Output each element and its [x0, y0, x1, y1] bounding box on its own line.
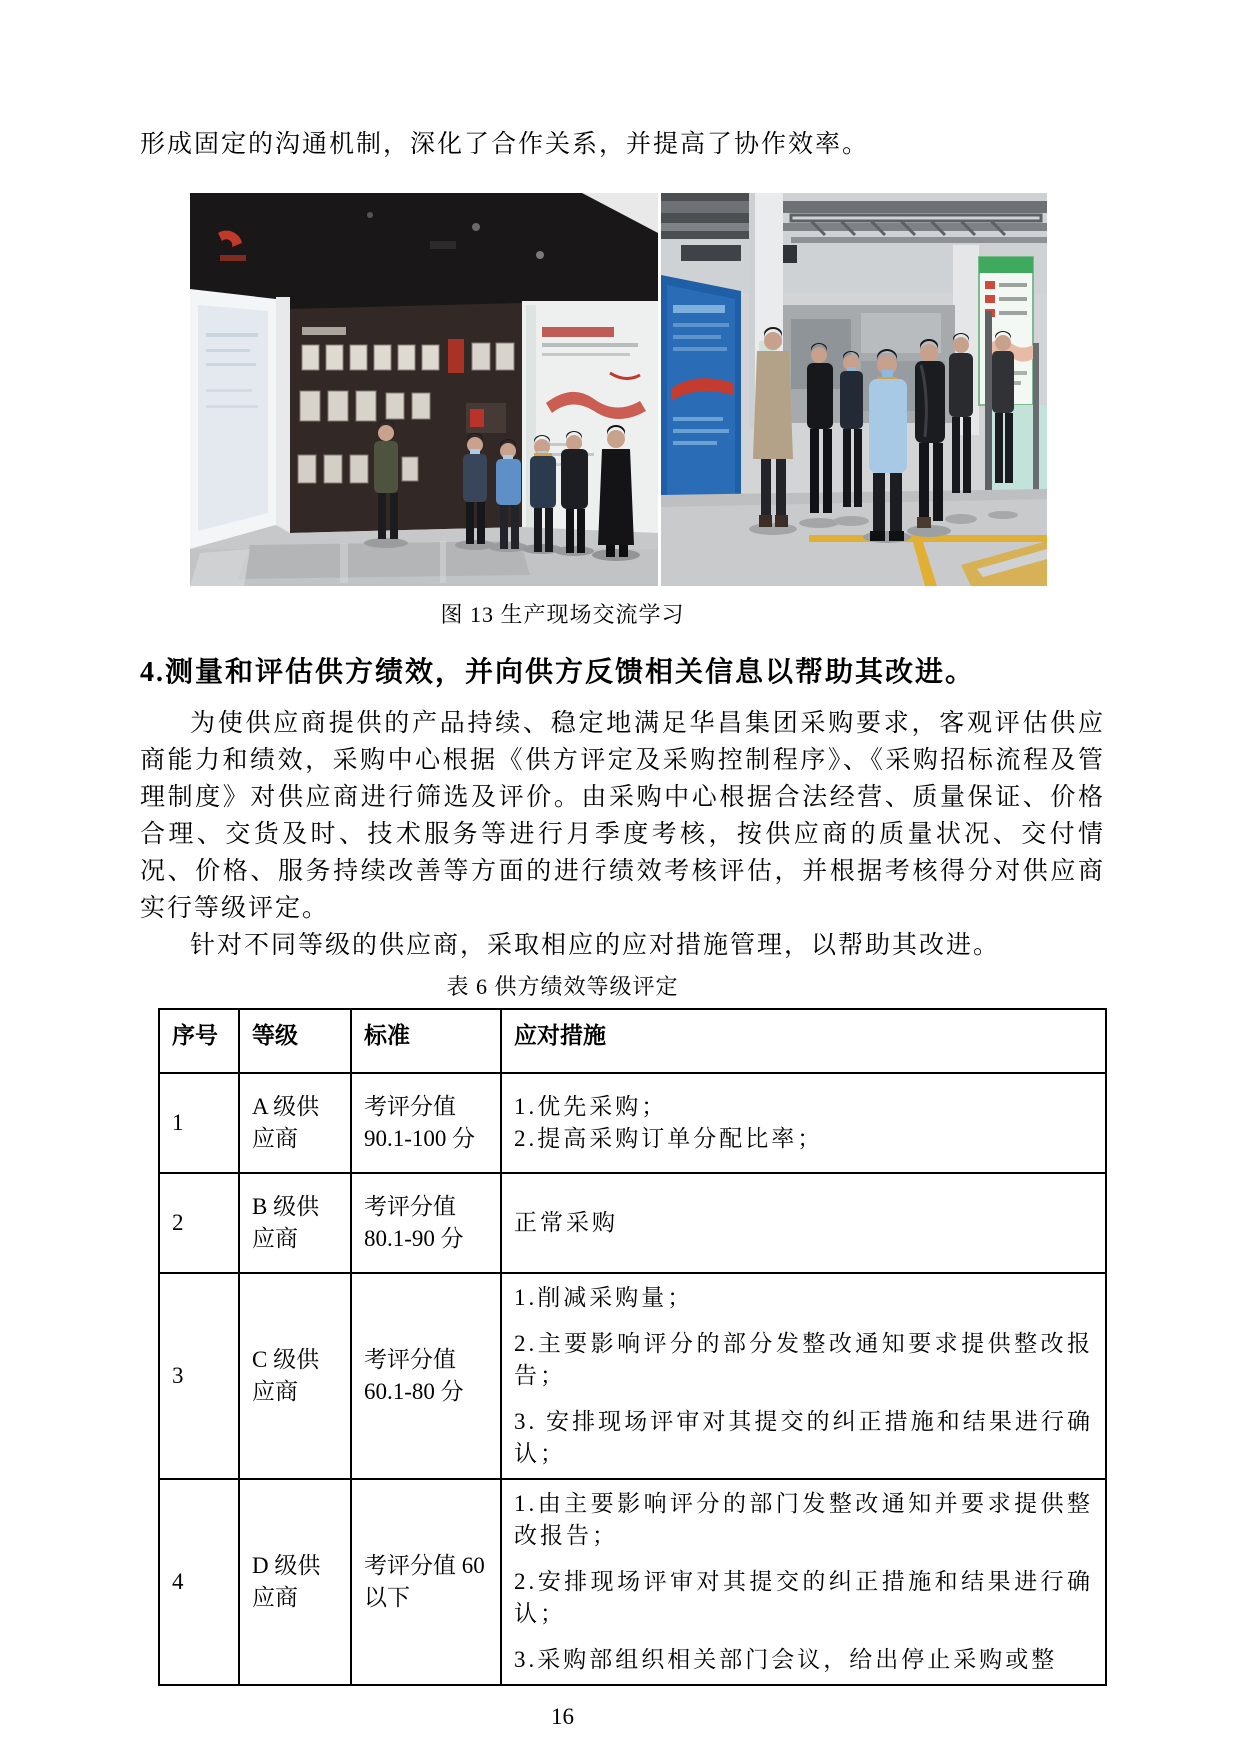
- section-heading: 4.测量和评估供方绩效，并向供方反馈相关信息以帮助其改进。: [140, 657, 976, 688]
- cell-no: 3: [159, 1273, 239, 1479]
- header-no: 序号: [159, 1009, 239, 1073]
- paragraph-1: 为使供应商提供的产品持续、稳定地满足华昌集团采购要求，客观评估供应商能力和绩效，采购中心根据《供方评定及采购控制程序》、《采购招标流程及管理制度》对供应商进行筛选及评价。由采购中心根据合法经营、质量保证、价格合理、交货及时、技术服务等进行月季度考核，按供应商的质量状况、交付情况、价格、服务持续改善等方面的进行绩效考核评估，并根据考核得分对供应商实行等级评定。: [140, 710, 1105, 922]
- cell-measures: 1.由主要影响评分的部门发整改通知并要求提供整改报告； 2.安排现场评审对其提交的纠正措施和结果进行确认； 3.采购部组织相关部门会议，给出停止采购或整: [501, 1479, 1106, 1685]
- photo-exhibition-hall: [190, 193, 658, 586]
- cell-measures: 1.削减采购量； 2.主要影响评分的部分发整改通知要求提供整改报告； 3. 安排现场评审对其提交的纠正措施和结果进行确认；: [501, 1273, 1106, 1479]
- figure-13: [190, 193, 1105, 586]
- cell-grade: B 级供应商: [239, 1173, 351, 1273]
- page-number: 16: [551, 1704, 574, 1729]
- table-row: [159, 1479, 1106, 1685]
- figure-caption: 图 13 生产现场交流学习: [440, 602, 685, 627]
- table-header-row: [159, 1009, 1106, 1073]
- cell-standard: 考评分值 80.1-90 分: [351, 1173, 501, 1273]
- cell-grade: C 级供应商: [239, 1273, 351, 1479]
- cell-standard: 考评分值 90.1-100 分: [351, 1073, 501, 1173]
- table-row: [159, 1273, 1106, 1479]
- header-grade: 等级: [239, 1009, 351, 1073]
- cell-measures: 1.优先采购； 2.提高采购订单分配比率；: [501, 1073, 1106, 1173]
- header-standard: 标准: [351, 1009, 501, 1073]
- cell-no: 4: [159, 1479, 239, 1685]
- cell-measures: 正常采购: [501, 1173, 1106, 1273]
- cell-no: 1: [159, 1073, 239, 1173]
- table-caption: 表 6 供方绩效等级评定: [446, 974, 679, 999]
- paragraph-2: 针对不同等级的供应商，采取相应的应对措施管理，以帮助其改进。: [190, 932, 1001, 959]
- table-row: [159, 1173, 1106, 1273]
- cell-grade: A 级供应商: [239, 1073, 351, 1173]
- cell-standard: 考评分值 60.1-80 分: [351, 1273, 501, 1479]
- cell-no: 2: [159, 1173, 239, 1273]
- table-row: [159, 1073, 1106, 1173]
- photo-factory-floor: [661, 193, 1047, 586]
- cell-standard: 考评分值 60 以下: [351, 1479, 501, 1685]
- header-measures: 应对措施: [501, 1009, 1106, 1073]
- intro-paragraph: 形成固定的沟通机制，深化了合作关系，并提高了协作效率。: [140, 131, 870, 158]
- supplier-grade-table: [158, 1008, 1107, 1686]
- cell-grade: D 级供应商: [239, 1479, 351, 1685]
